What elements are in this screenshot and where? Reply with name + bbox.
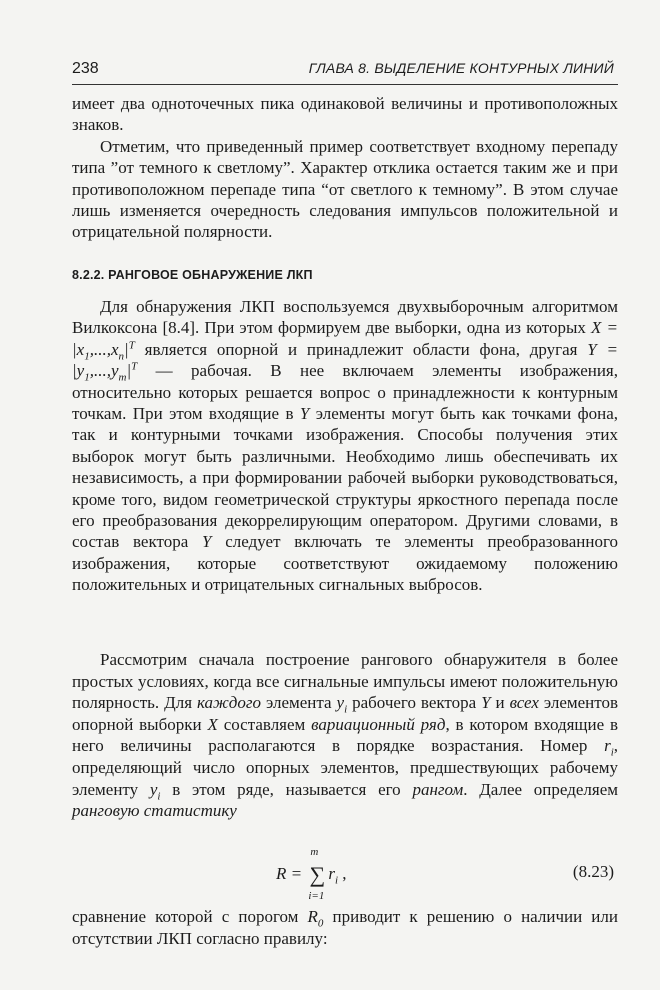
sum-operator (306, 846, 328, 902)
text-run: является опорной и принадлежит области фона, другая (144, 339, 578, 359)
math-y: Y (299, 404, 310, 424)
equation-8-23 (72, 846, 618, 902)
page-number: 238 (72, 60, 99, 77)
math-x-vector: $X = |x_1,...,x_n|^T$ (72, 318, 619, 363)
equation-term: $r_i$ (328, 863, 339, 887)
math-r0: $R_0$ (307, 907, 324, 930)
sum-lower-limit: i=1 (308, 890, 325, 902)
math-y-vector: $Y = |y_1,...,y_m|^T$ (72, 339, 619, 384)
math-y: Y (202, 532, 212, 552)
math-x: X (207, 714, 218, 734)
paragraph-continuation: имеет два одноточечных пика одинаковой величины и противоположных знаков. (72, 94, 618, 135)
equation-lhs: R = (276, 863, 303, 883)
text-run: Для обнаружения ЛКП воспользуемся двухвыборочным алгоритмом Вилкоксона [8.4]. При этом формируем две выборки, одна из которых (72, 297, 618, 338)
paragraph-wilcoxon (72, 296, 618, 596)
section-heading: 8.2.2. РАНГОВОЕ ОБНАРУЖЕНИЕ ЛКП (72, 268, 313, 282)
math-yi: $y_i$ (336, 693, 348, 716)
italic-term: вариационный ряд (311, 714, 446, 734)
math-yi: $y_i$ (149, 779, 161, 802)
equation-number: (8.23) (572, 862, 614, 881)
italic-term: каждого (196, 693, 262, 713)
running-header (72, 58, 618, 85)
text-run: элементы могут быть как точками фона, так и контурными точками изображения. Способы получения этих выборок могут быть различными. Необходимо лишь обеспечивать их независимость, а при формировании рабочей выборки руководствоваться, кроме того, видом геометрической структуры яркостного перепада после его преобразования декоррелирующим оператором. Другими словами, в состав вектора (72, 404, 619, 552)
text-run: — рабочая. В нее включаем элементы изображения, относительно которых решается вопрос о принадлежности к контурным точкам. При этом входящие в (72, 361, 619, 424)
paragraph-rank-detector: Рассмотрим сначала построение рангового обнаружителя в более простых условиях, когда все сигнальные импульсы имеют положительную полярность. Для каждого элемента $y_i$ рабочего вектора Y и всех элементов опорной выборки X составляем вариационный ряд, в котором входящие в него величины располагаются в порядке возрастания. Номер $r_i$, определяющий число опорных элементов, предшествующих рабочему элементу $y_i$ в этом ряде, называется его рангом. Далее определяем ранговую статистику (72, 650, 619, 821)
sum-sign: ∑ (309, 862, 326, 887)
text-run: следует включать те элементы преобразованного изображения, которые соответствуют ожидаемому положению положительных и отрицательных сигнальных выбросов. (72, 532, 619, 595)
math-y: Y (481, 693, 491, 713)
italic-term: ранговую статистику (72, 801, 237, 821)
sum-upper-limit: m (310, 846, 319, 858)
italic-term: всех (509, 693, 539, 713)
math-ri: $r_i$ (604, 736, 614, 759)
paragraph-threshold: сравнение которой с порогом $R_0$ приводит к решению о наличии или отсутствии ЛКП согласно правилу: (72, 907, 618, 948)
paragraph-polarity-note: Отметим, что приведенный пример соответствует входному перепаду типа ”от темного к светлому”. Характер отклика остается таким же и при противоположном перепаде типа “от светлого к темному”. В этом случае лишь изменяется очередность следования импульсов положительной и отрицательной полярности. (72, 137, 618, 242)
chapter-title: ГЛАВА 8. ВЫДЕЛЕНИЕ КОНТУРНЫХ ЛИНИЙ (308, 60, 614, 76)
italic-term: рангом (412, 779, 464, 799)
equation-body: R = m ∑ i=1 $r_i$ , (276, 846, 347, 902)
